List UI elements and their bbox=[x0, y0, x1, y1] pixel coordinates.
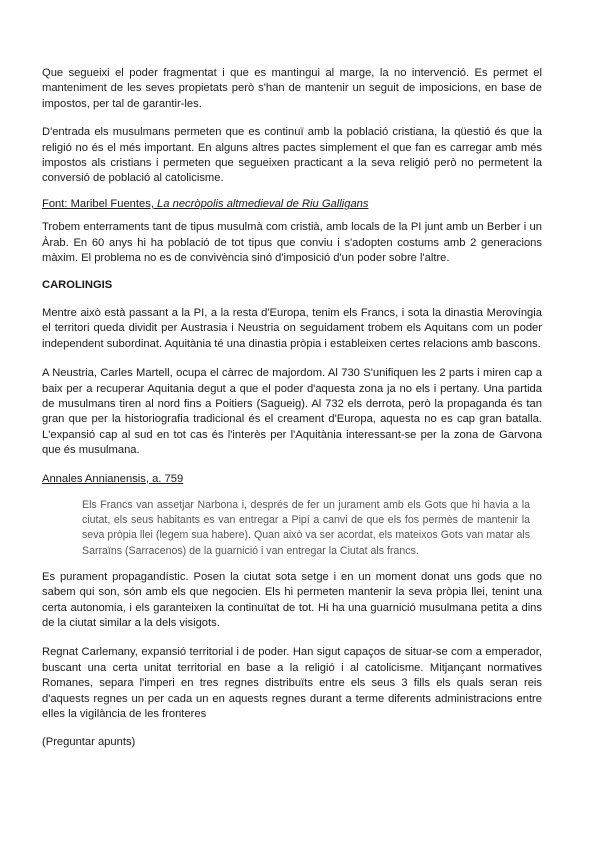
source-title: La necròpolis altmedieval de Riu Galligans bbox=[157, 197, 369, 210]
section-heading: CAROLINGIS bbox=[42, 279, 113, 292]
document-page bbox=[42, 66, 542, 751]
paragraph-burials: Trobem enterraments tant de tipus musulmà com cristià, amb locals de la PI junt amb un Berber i un Àrab. En 60 anys hi ha població de tot tipus que conviu i s'adopten costums amb 2 generacions màxim. El problema no es de convivència sinó d'imposició d'un poder sobre l'altre. bbox=[42, 221, 542, 265]
paragraph-neustria: A Neustria, Carles Martell, ocupa el càrrec de majordom. Al 730 S'unifiquen les 2 parts i miren cap a baix per a recuperar Aquitania degut a que el poder d'aquesta zona ja no els i pertany. Una partida de musulmans tiren al nord fins a Poitiers (Sagueig). Al 732 els derrota, però la propaganda és tan gran que per la historiografia tradicional és el creament d'Europa, aquesta no es cap gran batalla. L'expansió cap al sud en tot cas és l'interès per l'Aquitània interessant-se per la zona de Garvona que és musulmana. bbox=[42, 367, 542, 457]
paragraph-francs: Mentre això està passant a la PI, a la resta d'Europa, tenim els Francs, i sota la dinastia Merovíngia el territori queda dividit per Austrasia i Neustria on seguidament trobem els Aquitans com un poder independent subordinat. Aquitània té una dinastia pròpia i estableixen certes relacions amb bascons. bbox=[42, 306, 542, 350]
block-quote: Els Francs van assetjar Narbona i, després de fer un jurament amb els Gots que hi havia a la ciutat, els seus habitants es van entregar a Pipí a canvi de que els fos permès de mantenir la seva pròpia llei (legem sua habere). Quan això va ser acordat, els mateixos Gots van matar als Sarraïns (Sarracenos) de la guarnició i van entregar la Ciutat als francs. bbox=[82, 498, 530, 557]
paragraph-carlemany: Regnat Carlemany, expansió territorial i de poder. Han sigut capaços de situar-se com a emperador, buscant una certa unitat territorial en base a la religió i al catolicisme. Mitjançant normatives Romanes, separa l'imperi en tres regnes distribuïts entre els seus 3 fills els quals seran reis d'aquests regnes un per cada un en aquests regnes durant a terme diferents administracions entre elles la vigilància de les fronteres bbox=[42, 646, 542, 720]
paragraph-intro: Que segueixi el poder fragmentat i que es mantingui al marge, la no intervenció. Es permet el manteniment de les seves propietats però s'han de mantenir un seguit de imposicions, en base de impostos, per tal de garantir-les. bbox=[42, 67, 542, 110]
paragraph-note: (Preguntar apunts) bbox=[42, 736, 136, 749]
source-citation-fuentes bbox=[42, 197, 542, 212]
source-prefix: Font: Maribel Fuentes, bbox=[42, 197, 158, 210]
source-citation-annales: Annales Annianensis, a. 759 bbox=[42, 472, 184, 485]
paragraph-propaganda: Es purament propagandístic. Posen la ciutat sota setge i en un moment donat uns gods que no sabem qui son, són amb els que negocien. Els hi permeten mantenir la seva pròpia llei, tenint una certa autonomia, i els garanteixen la continuïtat de tot. Hi ha una guarnició musulmana petita a dins de la ciutat similar a la dels visigots. bbox=[42, 570, 542, 629]
paragraph-muslims: D'entrada els musulmans permeten que es continuï amb la població cristiana, la qüestió és que la religió no és el més important. En alguns altres pactes simplement el que fan es carregar amb més impostos als cristians i permeten que segueixen practicant a la seva religió però no permetent la conversió de població al catolicisme. bbox=[42, 126, 542, 185]
